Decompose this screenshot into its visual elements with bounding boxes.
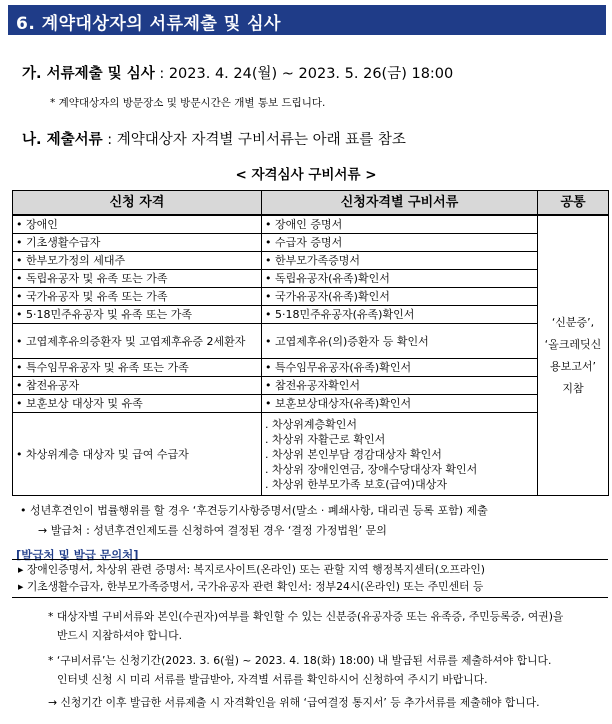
issuer-line: ▸ 장애인증명서, 차상위 관련 증명서: 복지로사이트(온라인) 또는 관할 지역 행정복지센터(오프라인) <box>18 563 485 576</box>
common-line: 지참 <box>562 382 584 395</box>
document-text: . 차상위 본인부담 경감대상자 확인서 <box>265 447 534 462</box>
qualification-text: • 독립유공자 및 유족 또는 가족 <box>16 272 168 285</box>
common-line: ‘올크레딧신 <box>544 338 602 351</box>
document-text: . 차상위계층확인서 <box>265 417 534 432</box>
document-text: • 수급자 증명서 <box>265 236 342 249</box>
qualification-cell <box>13 413 262 496</box>
footnote-1-cont: 반드시 지참하셔야 합니다. <box>57 629 183 642</box>
footnote-3: → 신청기간 이후 발급한 서류제출 시 자격확인을 위해 ‘급여결정 통지서’ 등 추가서류를 제출해야 합니다. <box>48 696 540 709</box>
qualification-cell <box>13 359 262 377</box>
issuer-title: [발급처 및 발급 문의처] <box>16 548 139 562</box>
document-cell <box>262 234 538 252</box>
header-common: 공통 <box>538 191 609 216</box>
document-cell <box>262 377 538 395</box>
section-ga-label: 가. 서류제출 및 심사 <box>22 66 155 82</box>
header-documents: 신청자격별 구비서류 <box>262 191 538 216</box>
document-text: • 고엽제후유(의)증환자 등 확인서 <box>265 335 429 348</box>
qualification-cell <box>13 324 262 359</box>
document-cell <box>262 215 538 234</box>
document-text: • 5·18민주유공자(유족)확인서 <box>265 308 414 321</box>
footnote-1: * 대상자별 구비서류와 본인(수권자)여부를 확인할 수 있는 신분증(유공자증 또는 유족증, 주민등록증, 여권)을 <box>48 610 564 623</box>
qualification-text: • 보훈보상 대상자 및 유족 <box>16 397 143 410</box>
document-cell <box>262 252 538 270</box>
footnote-2: * ‘구비서류’는 신청기간(2023. 3. 6(월) ~ 2023. 4. 18(화) 18:00) 내 발급된 서류를 제출하셔야 합니다. <box>48 654 552 667</box>
document-text: . 차상위 자활근로 확인서 <box>265 432 534 447</box>
document-cell <box>262 306 538 324</box>
qualification-text: • 고엽제후유의증환자 및 고엽제후유증 2세환자 <box>16 335 245 348</box>
qualification-text: • 기초생활수급자 <box>16 236 100 249</box>
section-na-text: : 계약대상자 자격별 구비서류는 아래 표를 참조 <box>102 132 406 148</box>
document-text: • 한부모가족증명서 <box>265 254 360 267</box>
documents-table <box>12 190 609 496</box>
footnote-2-cont: 인터넷 신청 시 미리 서류를 발급받아, 자격별 서류를 확인하시어 신청하여 주시기 바랍니다. <box>57 673 488 686</box>
document-text: • 장애인 증명서 <box>265 218 342 231</box>
qualification-cell <box>13 395 262 413</box>
qualification-cell <box>13 306 262 324</box>
qualification-cell <box>13 252 262 270</box>
qualification-cell <box>13 288 262 306</box>
document-cell <box>262 395 538 413</box>
qualification-text: • 한부모가정의 세대주 <box>16 254 125 267</box>
header-qualification: 신청 자격 <box>13 191 262 216</box>
section-ga-note: * 계약대상자의 방문장소 및 방문시간은 개별 통보 드립니다. <box>50 97 326 109</box>
section-na-label: 나. 제출서류 <box>22 132 103 148</box>
table-title: < 자격심사 구비서류 > <box>235 167 377 183</box>
document-text: • 참전유공자확인서 <box>265 379 360 392</box>
section-title-bar <box>8 5 606 35</box>
document-cell <box>262 288 538 306</box>
qualification-text: • 장애인 <box>16 218 58 231</box>
qualification-text: • 5·18민주유공자 및 유족 또는 가족 <box>16 308 192 321</box>
document-text: • 독립유공자(유족)확인서 <box>265 272 390 285</box>
section-ga <box>22 62 453 83</box>
common-line: ‘신분증’, <box>551 316 595 329</box>
document-text: • 특수임무유공자(유족)확인서 <box>265 361 411 374</box>
qualification-text: • 참전유공자 <box>16 379 79 392</box>
qualification-text: • 국가유공자 및 유족 또는 가족 <box>16 290 168 303</box>
document-text: . 차상위 한부모가족 보호(급여)대상자 <box>265 477 534 492</box>
document-cell <box>262 413 538 496</box>
document-text: • 국가유공자(유족)확인서 <box>265 290 390 303</box>
issuer-line: ▸ 기초생활수급자, 한부모가족증명서, 국가유공자 관련 확인서: 정부24시(온라인) 또는 주민센터 등 <box>18 580 484 593</box>
issuer-box <box>12 559 608 598</box>
guardian-note: • 성년후견인이 법률행위를 할 경우 ‘후견등기사항증명서(말소 · 폐쇄사항, 대리권 등록 포함) 제출 <box>20 504 488 517</box>
common-line: 용보고서’ <box>549 360 596 373</box>
qualification-text: • 차상위계층 대상자 및 급여 수급자 <box>16 448 189 461</box>
qualification-cell <box>13 234 262 252</box>
section-title: 6. 계약대상자의 서류제출 및 심사 <box>16 14 281 34</box>
qualification-cell <box>13 215 262 234</box>
document-cell <box>262 270 538 288</box>
common-cell <box>538 215 609 496</box>
document-cell <box>262 324 538 359</box>
document-text: • 보훈보상대상자(유족)확인서 <box>265 397 411 410</box>
document-text: . 차상위 장애인연금, 장애수당대상자 확인서 <box>265 462 534 477</box>
document-cell <box>262 359 538 377</box>
qualification-cell <box>13 377 262 395</box>
qualification-text: • 특수임무유공자 및 유족 또는 가족 <box>16 361 189 374</box>
section-na <box>22 128 406 149</box>
section-ga-period: : 2023. 4. 24(월) ~ 2023. 5. 26(금) 18:00 <box>154 66 454 82</box>
qualification-cell <box>13 270 262 288</box>
guardian-issuer: → 발급처 : 성년후견인제도를 신청하여 결정된 경우 ‘결정 가정법원’ 문의 <box>38 524 387 537</box>
